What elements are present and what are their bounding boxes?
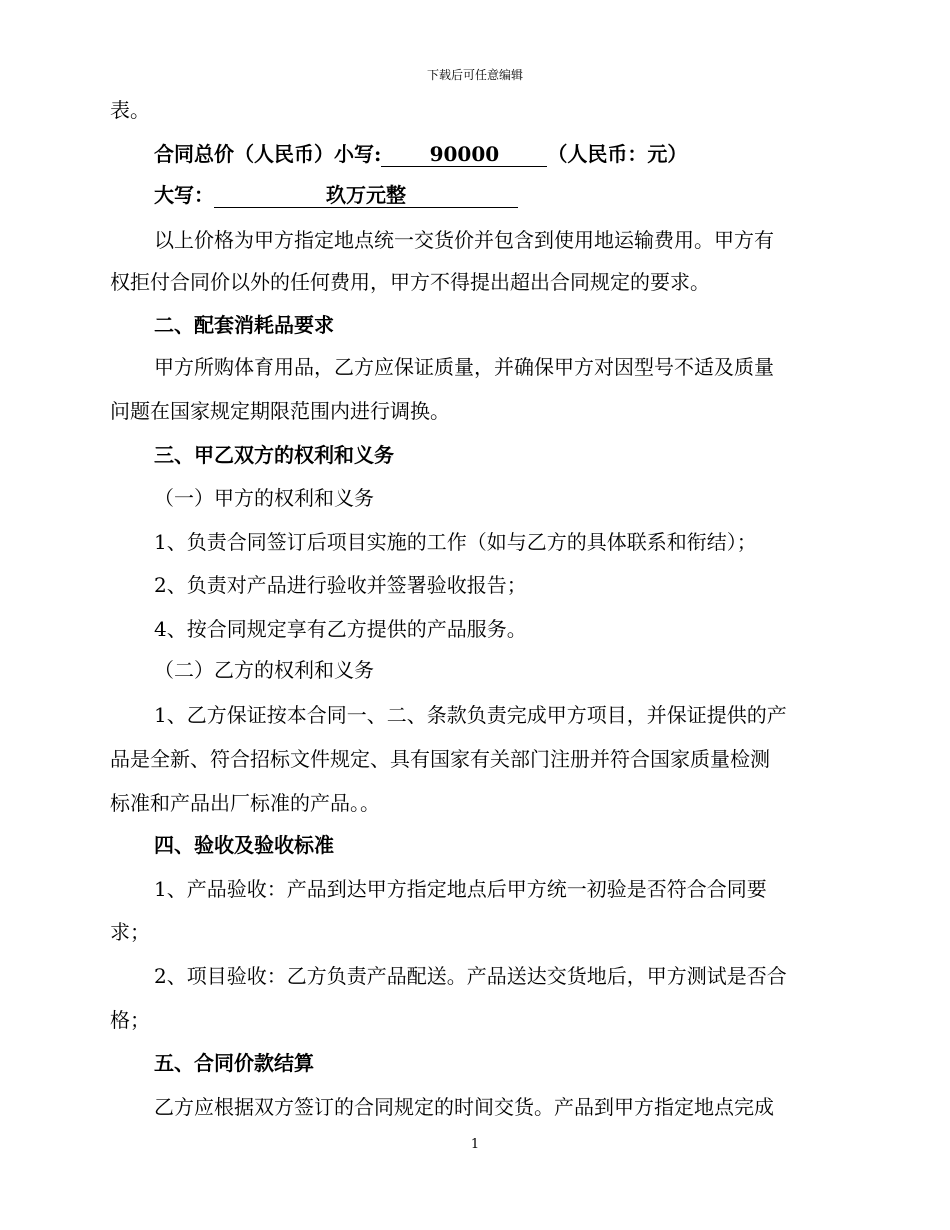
text-line: 问题在国家规定期限范围内进行调换。 <box>110 399 450 423</box>
text-line: 标准和产品出厂标准的产品。。 <box>110 791 380 815</box>
text-line: 以上价格为甲方指定地点统一交货价并包含到使用地运输费用。甲方有 <box>154 228 774 252</box>
text-line: 1、产品验收：产品到达甲方指定地点后甲方统一初验是否符合合同要 <box>154 877 767 901</box>
section-heading: 三、甲乙双方的权利和义务 <box>154 443 394 467</box>
text-line: 乙方应根据双方签订的合同规定的时间交货。产品到甲方指定地点完成 <box>154 1095 774 1119</box>
price-label: 合同总价（人民币）小写: <box>154 142 382 166</box>
upper-label: 大写： <box>154 183 214 207</box>
contract-total-line <box>154 140 687 168</box>
text-line: 权拒付合同价以外的任何费用，甲方不得提出超出合同规定的要求。 <box>110 270 710 294</box>
text-line: 4、按合同规定享有乙方提供的产品服务。 <box>154 617 527 641</box>
text-line: （一）甲方的权利和义务 <box>154 486 374 510</box>
section-heading: 五、合同价款结算 <box>154 1051 314 1075</box>
text-line: 1、负责合同签订后项目实施的工作（如与乙方的具体联系和衔结）； <box>154 530 757 554</box>
text-line: 品是全新、符合招标文件规定、具有国家有关部门注册并符合国家质量检测 <box>110 747 770 771</box>
text-line: 2、项目验收：乙方负责产品配送。产品送达交货地后，甲方测试是否合 <box>154 964 787 988</box>
page-header: 下载后可任意编辑 <box>426 68 523 82</box>
text-line: 1、乙方保证按本合同一、二、条款负责完成甲方项目，并保证提供的产 <box>154 703 787 727</box>
section-heading: 二、配套消耗品要求 <box>154 313 334 337</box>
price-unit: （人民币：元） <box>547 142 688 166</box>
text-line: 2、负责对产品进行验收并签署验收报告； <box>154 573 527 597</box>
upper-amount: 玖万元整 <box>214 183 518 208</box>
text-line: 求； <box>110 920 150 944</box>
text-line: 格； <box>110 1008 150 1032</box>
text-line: （二）乙方的权利和义务 <box>154 658 374 682</box>
contract-total-upper-line <box>154 181 518 209</box>
text-line: 表。 <box>110 98 150 122</box>
page-number: 1 <box>470 1137 480 1152</box>
price-amount: 90000 <box>381 142 547 167</box>
text-line: 甲方所购体育用品，乙方应保证质量，并确保甲方对因型号不适及质量 <box>154 355 774 379</box>
section-heading: 四、验收及验收标准 <box>154 833 334 857</box>
